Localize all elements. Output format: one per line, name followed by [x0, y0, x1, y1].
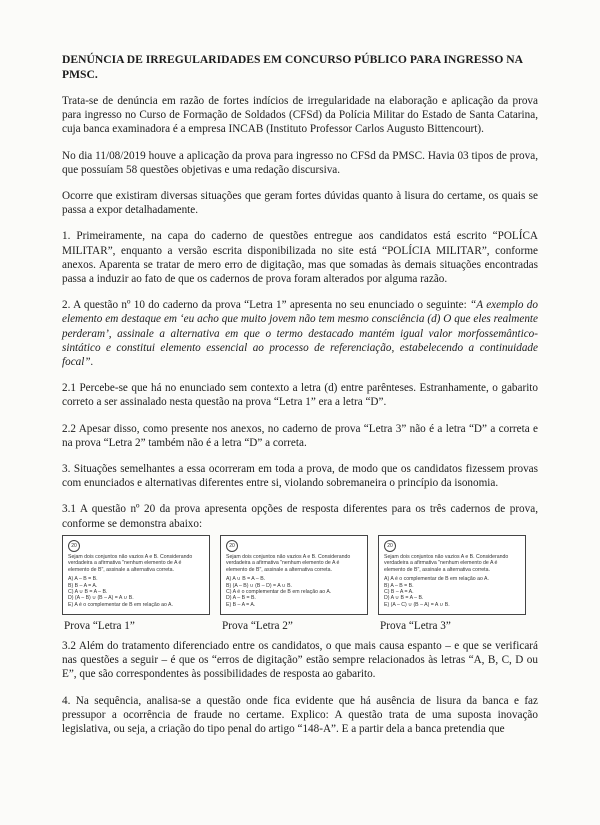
- question-stem: Sejam dois conjuntos não vazios A e B. Considerando verdadeira a afirmativa "nenhum elemento de A é elemento de B", assinale a alternativa correta.: [226, 553, 351, 573]
- figure-letra-1: [62, 535, 210, 633]
- paragraph-item-3-2: 3.2 Além do tratamento diferenciado entre os candidatos, o que mais causa espanto – e que se verificará nas questões a seguir – é que os “erros de digitação” estão sempre relacionados às letras “A, B, C, D ou E”, que são correspondentes às possibilidades de resposta ao gabarito.: [62, 640, 538, 681]
- question-number: 20: [384, 540, 396, 552]
- document-page: [62, 52, 538, 748]
- paragraph-item-4: 4. Na sequência, analisa-se a questão onde fica evidente que há ausência de lisura da banca e faz pressupor a ocorrência de fraude no certame. Explico: A questão trata de uma suposta inovação legislativa, ou seja, a criação do tipo penal do artigo “148-A”. E a partir dela a banca pretendia que: [62, 694, 538, 736]
- paragraph-intro: Trata-se de denúncia em razão de fortes indícios de irregularidade na elaboração e aplicação da prova para ingresso no Curso de Formação de Soldados (CFSd) da Polícia Militar do Estado de Santa Catarina, cuja banca examinadora é a empresa INCAB (Instituto Professor Carlos Augusto Bittencourt).: [62, 95, 538, 136]
- option: B) (A – B) ∪ (B – D) = A ∪ B.: [226, 582, 292, 589]
- figure-caption: Prova “Letra 2”: [222, 619, 293, 632]
- question-options: [68, 576, 204, 608]
- paragraph-date: No dia 11/08/2019 houve a aplicação da prova para ingresso no CFSd da PMSC. Havia 03 tipos de prova, que possuíam 58 questões objetivas e uma redação discursiva.: [62, 149, 538, 176]
- item-2-lead: 2. A questão nº 10 do caderno da prova “Letra 1” apresenta no seu enunciado o seguinte:: [62, 299, 471, 312]
- paragraph-item-2-2: 2.2 Apesar disso, como presente nos anexos, no caderno de prova “Letra 3” não é a letra “D” a correta e na prova “Letra 2” também não é a letra “D” a correta.: [62, 422, 538, 449]
- paragraph-item-1: 1. Primeiramente, na capa do caderno de questões entregue aos candidatos está escrito “POLÍCA MILITAR”, enquanto a versão escrita disponibilizada no site está “POLÍCIA MILITAR”, conforme anexos. Aparenta se tratar de mero erro de digitação, mas que somadas às demais situações encontradas passa a induzir ao fato de que os cadernos de prova foram alterados por alguma razão.: [62, 230, 538, 286]
- figure-caption: Prova “Letra 3”: [380, 619, 451, 632]
- paragraph-item-3: 3. Situações semelhantes a essa ocorreram em toda a prova, de modo que os candidatos fizessem provas com enunciados e alternativas diferentes entre si, violando sobremaneira o princípio da isonomia.: [62, 463, 538, 490]
- item-2-quote: “A exemplo do elemento em destaque em ‘eu acho que muito jovem não tem mesmo consciência (d) O que eles realmente perderam’, assinale a alternativa em que o termo destacado mantém igual valor morfossemântico-sintático e constitui elemento essencial ao processo de referenciação, estabelecendo a continuidade focal”.: [62, 299, 538, 369]
- paragraph-item-2: [62, 298, 538, 369]
- option: E) B – A = A.: [226, 601, 256, 608]
- option: C) A é o complementar de B em relação ao A.: [226, 588, 332, 595]
- option: E) (A – C) ∪ (B – A) = A ∪ B.: [384, 601, 450, 608]
- question-stem: Sejam dois conjuntos não vazios A e B. Considerando verdadeira a afirmativa "nenhum elemento de A é elemento de B", assinale a alternativa correta.: [384, 553, 509, 573]
- question-scan: [220, 535, 368, 615]
- question-figures: [62, 535, 538, 633]
- figure-caption: Prova “Letra 1”: [64, 619, 135, 632]
- question-scan: [62, 535, 210, 615]
- option: B) A – B = B.: [384, 582, 414, 589]
- question-scan: [378, 535, 526, 615]
- option: E) A é o complementar de B em relação ao A.: [68, 601, 173, 608]
- document-title: DENÚNCIA DE IRREGULARIDADES EM CONCURSO PÚBLICO PARA INGRESSO NA PMSC.: [62, 53, 523, 81]
- paragraph-occurrence: Ocorre que existiram diversas situações que geram fortes dúvidas quanto à lisura do certame, os quais se passa a expor detalhadamente.: [62, 190, 538, 217]
- option: D) A ∪ B = A – B.: [384, 595, 424, 602]
- option: B) B – A = A.: [68, 582, 98, 589]
- paragraph-item-2-1: 2.1 Percebe-se que há no enunciado sem contexto a letra (d) entre parênteses. Estranhamente, o gabarito correto a ser assinalado nesta questão na prova “Letra 1” era a letra “D”.: [62, 382, 538, 409]
- option: A) A ∪ B = A – B.: [226, 576, 266, 583]
- question-number: 20: [68, 540, 80, 552]
- question-options: [384, 576, 520, 608]
- option: C) A ∪ B = A – B.: [68, 588, 108, 595]
- question-number: 20: [226, 540, 238, 552]
- question-options: [226, 576, 362, 608]
- option: A) A é o complementar de B em relação ao A.: [384, 576, 489, 583]
- question-stem: Sejam dois conjuntos não vazios A e B. Considerando verdadeira a afirmativa "nenhum elemento de A é elemento de B", assinale a alternativa correta.: [68, 553, 193, 573]
- figure-letra-2: [220, 535, 368, 633]
- option: D) A – B = B.: [226, 595, 256, 602]
- paragraph-item-3-1: 3.1 A questão nº 20 da prova apresenta opções de resposta diferentes para os três cadernos de prova, conforme se demonstra abaixo:: [62, 503, 538, 530]
- option: C) B – A = A.: [384, 588, 414, 595]
- option: A) A – B = B.: [68, 576, 98, 583]
- option: D) (A – B) ∪ (B – A) = A ∪ B.: [68, 595, 134, 602]
- figure-letra-3: [378, 535, 526, 633]
